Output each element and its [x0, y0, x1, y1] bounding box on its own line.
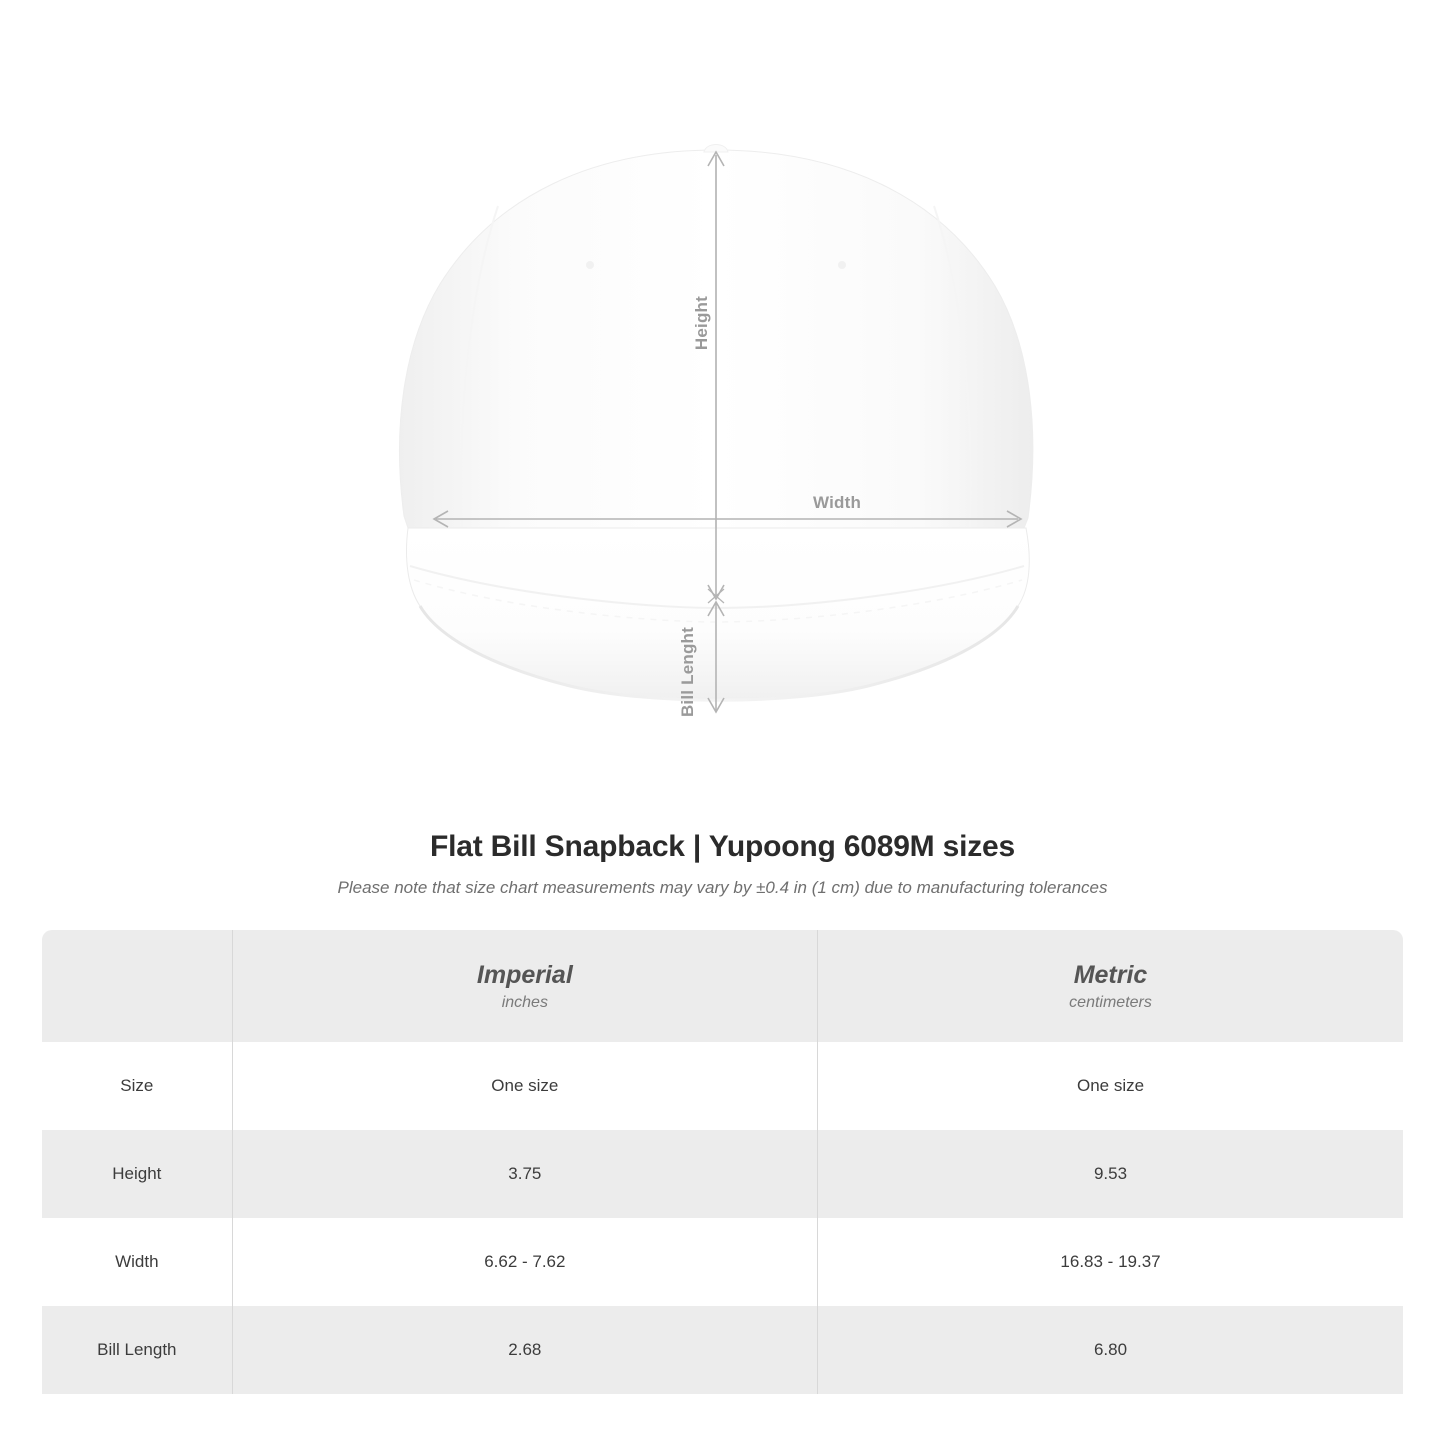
bill-label-line2: Lenght [678, 627, 697, 685]
row-label-bill-length: Bill Length [42, 1306, 232, 1394]
unit-sub-metric: centimeters [1069, 993, 1152, 1011]
cap-bill-shape [407, 528, 1030, 700]
header-imperial-cell [232, 930, 817, 1042]
row-label-width: Width [115, 1252, 159, 1271]
row-metric-bill-length: 6.80 [818, 1306, 1403, 1394]
table-row [42, 1130, 1403, 1218]
row-metric-width: 16.83 - 19.37 [1060, 1252, 1161, 1271]
table-header-row [42, 930, 1403, 1042]
size-table [42, 930, 1403, 1394]
row-imperial-size: One size [232, 1042, 817, 1130]
dimension-label-height: Height [692, 296, 711, 351]
row-metric-size: One size [1076, 1076, 1145, 1095]
unit-name-imperial: Imperial [476, 960, 573, 989]
dimension-label-bill-length [678, 627, 698, 717]
row-imperial-height: 3.75 [232, 1130, 817, 1218]
table-row [42, 1218, 1403, 1306]
row-label-size: Size [120, 1076, 154, 1095]
row-label-height: Height [42, 1130, 232, 1218]
tolerance-note: Please note that size chart measurements may vary by ±0.4 in (1 cm) due to manufacturing tolerances [337, 878, 1108, 897]
title-block [0, 830, 1445, 898]
page-title: Flat Bill Snapback | Yupoong 6089M sizes [429, 830, 1015, 863]
unit-sub-imperial: inches [501, 993, 548, 1011]
header-metric-cell [818, 930, 1403, 1042]
size-table-wrapper [42, 930, 1403, 1394]
unit-name-metric: Metric [1073, 960, 1148, 989]
header-empty-cell [42, 930, 232, 1042]
table-row [42, 1306, 1403, 1394]
dimension-label-width: Width [813, 493, 862, 512]
row-imperial-width: 6.62 - 7.62 [232, 1218, 817, 1306]
bill-label-line1: Bill [678, 689, 697, 718]
row-metric-height: 9.53 [818, 1130, 1403, 1218]
table-row [42, 1042, 1403, 1130]
row-imperial-bill-length: 2.68 [232, 1306, 817, 1394]
